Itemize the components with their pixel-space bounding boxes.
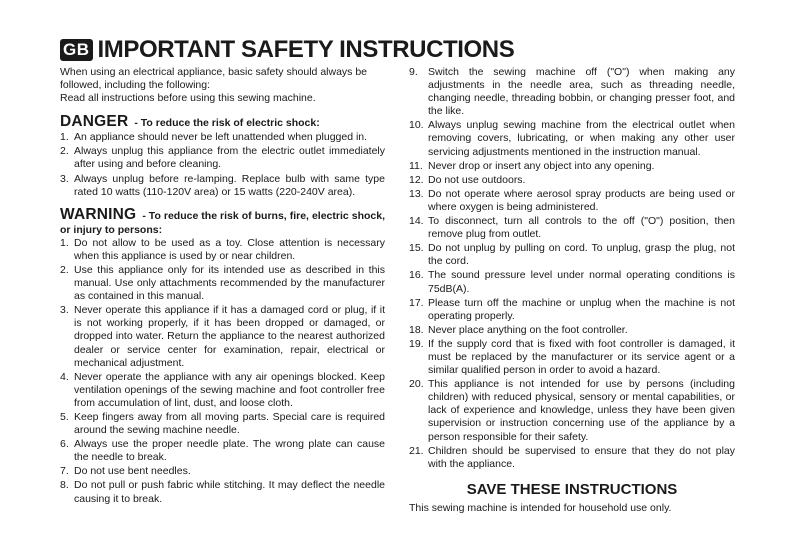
list-item (60, 237, 385, 263)
intro-text: When using an electrical appliance, basic safety should always be followed, including the following: (60, 66, 368, 92)
item-number: 16. (409, 269, 424, 282)
item-number: 20. (409, 378, 424, 391)
intro-read-all: Read all instructions before using this sewing machine. (60, 92, 316, 105)
warning-heading (60, 205, 385, 237)
warning-label: WARNING (60, 205, 137, 223)
item-text: Keep fingers away from all moving parts. Special care is required around the sewing machine needle. (74, 410, 385, 437)
list-item (409, 119, 735, 158)
item-text: Please turn off the machine or unplug when the machine is not operating properly. (428, 296, 735, 322)
item-text: If the supply cord that is fixed with foot controller is damaged, it must be replaced by the manufacturer or its service agent or a similar qualified person in order to avoid a hazard. (428, 337, 735, 377)
list-item (60, 304, 385, 369)
danger-heading (60, 114, 385, 131)
item-text: Do not unplug by pulling on cord. To unplug, grasp the plug, not the cord. (428, 242, 735, 268)
list-item (409, 66, 735, 118)
item-number: 5. (60, 410, 69, 423)
item-text: Never operate this appliance if it has a damaged cord or plug, if it is not working properly, if it has been dropped or damaged, or dropped into water. Return the appliance to the nearest authorized dealer or service center for examination, repair, electrical or mechanical adjustment. (74, 304, 385, 369)
item-text: Do not use bent needles. (74, 465, 191, 478)
item-number: 12. (409, 173, 424, 186)
list-item (60, 131, 385, 144)
household-use-note: This sewing machine is intended for household use only. (409, 501, 672, 514)
item-number: 17. (409, 296, 424, 309)
item-text: Always use the proper needle plate. The wrong plate can cause the needle to break. (74, 438, 385, 464)
list-item (60, 411, 385, 437)
list-item (409, 160, 735, 173)
item-number: 11. (409, 159, 423, 172)
list-item (60, 145, 385, 171)
item-number: 1. (60, 131, 69, 144)
item-text: Always unplug this appliance from the electric outlet immediately after using and before cleaning. (74, 145, 385, 171)
list-item (409, 378, 735, 443)
list-item (409, 215, 735, 241)
item-number: 2. (60, 145, 69, 158)
item-number: 4. (60, 370, 69, 383)
list-item (60, 371, 385, 410)
item-number: 15. (409, 242, 424, 255)
item-text: Always unplug before re-lamping. Replace bulb with same type rated 10 watts (110-120V area) or 15 watts (220-240V area). (74, 172, 385, 198)
item-number: 3. (60, 304, 69, 317)
item-text: The sound pressure level under normal operating conditions is 75dB(A). (428, 269, 735, 295)
item-number: 21. (409, 444, 424, 457)
danger-list (60, 131, 385, 198)
item-text: Use this appliance only for its intended use as described in this manual. Use only attachments recommended by the manufacturer as contained in this manual. (74, 263, 385, 303)
item-text: This appliance is not intended for use by persons (including children) with reduced physical, sensory or mental capabilities, or lack of experience and knowledge, unless they have been given supervision or instruction concerning use of the appliance by a person responsible for their safety. (428, 378, 735, 443)
page-title: IMPORTANT SAFETY INSTRUCTIONS (97, 36, 515, 63)
item-text: To disconnect, turn all controls to the off ("O") position, then remove plug from outlet. (428, 215, 735, 241)
danger-label: DANGER (60, 113, 129, 131)
list-item (409, 338, 735, 377)
danger-subtitle: - To reduce the risk of electric shock: (134, 117, 320, 130)
list-item (60, 465, 385, 478)
item-text: An appliance should never be left unattended when plugged in. (74, 131, 368, 144)
right-column (409, 66, 735, 515)
list-item (409, 188, 735, 214)
item-number: 19. (409, 337, 424, 350)
item-number: 18. (409, 323, 424, 336)
language-badge: GB (60, 39, 93, 61)
item-number: 14. (409, 215, 424, 228)
item-text: Always unplug sewing machine from the electrical outlet when removing covers, lubricating, or when making any other user servicing adjustments mentioned in the instruction manual. (428, 119, 735, 158)
item-text: Switch the sewing machine off ("O") when making any adjustments in the needle area, such as threading needle, changing needle, threading bobbin, or changing presser foot, and the like. (428, 66, 735, 118)
item-number: 7. (60, 465, 69, 478)
item-number: 9. (409, 66, 418, 78)
list-item (409, 324, 735, 337)
item-number: 2. (60, 263, 69, 276)
list-item (409, 242, 735, 268)
item-number: 10. (409, 119, 424, 132)
list-item (60, 438, 385, 464)
item-text: Never drop or insert any object into any opening. (428, 159, 655, 172)
list-item (60, 479, 385, 505)
item-number: 13. (409, 187, 424, 200)
intro-section (60, 66, 385, 105)
item-number: 3. (60, 172, 69, 185)
item-text: Never place anything on the foot controller. (428, 323, 628, 336)
list-item (409, 445, 735, 471)
item-number: 8. (60, 479, 69, 492)
item-text: Do not allow to be used as a toy. Close attention is necessary when this appliance is used by or near children. (74, 236, 385, 262)
item-number: 1. (60, 236, 69, 249)
list-item (409, 297, 735, 323)
item-number: 6. (60, 438, 69, 451)
list-item (409, 174, 735, 187)
left-column (60, 66, 385, 507)
item-text: Do not operate where aerosol spray products are being used or where oxygen is being administered. (428, 187, 735, 213)
item-text: Do not pull or push fabric while stitching. It may deflect the needle causing it to break. (74, 479, 385, 505)
list-item (60, 173, 385, 199)
item-text: Never operate the appliance with any air openings blocked. Keep ventilation openings of the sewing machine and foot controller free from accumulation of lint, dust, and loose cloth. (74, 370, 385, 409)
warning-list-part-1 (60, 237, 385, 506)
list-item (409, 269, 735, 295)
item-text: Children should be supervised to ensure that they do not play with the appliance. (428, 444, 735, 470)
warning-subtitle: - To reduce the risk of burns, fire, electric shock, or injury to persons: (60, 209, 385, 236)
warning-list-part-2 (409, 66, 735, 471)
item-text: Do not use outdoors. (428, 173, 526, 186)
save-instructions-heading: SAVE THESE INSTRUCTIONS (466, 480, 678, 498)
list-item (60, 264, 385, 303)
page-header (60, 36, 514, 64)
